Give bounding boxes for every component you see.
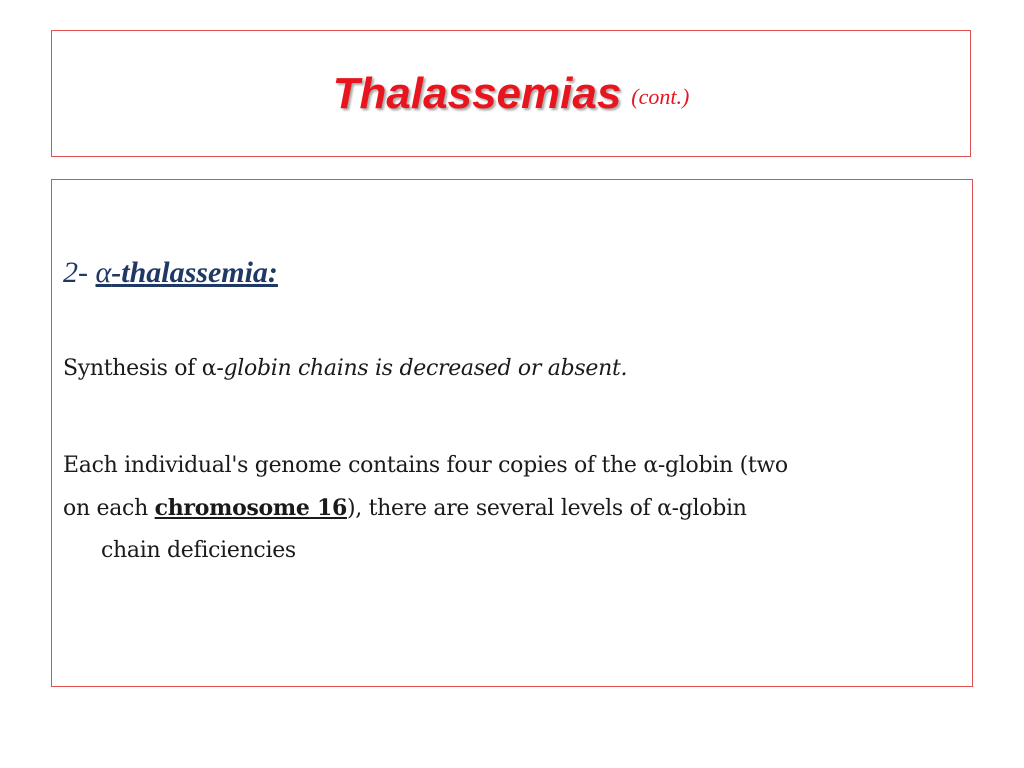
alpha-symbol: α — [201, 356, 217, 381]
section-heading-label — [96, 256, 278, 289]
p2-line3: chain deficiencies — [101, 538, 296, 563]
alpha-symbol: α — [643, 453, 658, 478]
paragraph-genome — [63, 445, 788, 572]
p2-line2-mid: ), there are several levels of — [346, 496, 658, 521]
p2-line1-suffix: -globin (two — [657, 453, 788, 478]
p2-line2-suffix: -globin — [671, 496, 747, 521]
section-heading — [63, 256, 278, 290]
chromosome-link[interactable]: chromosome 16 — [154, 495, 347, 521]
p2-line1 — [63, 445, 788, 487]
p2-line1-prefix: Each individual's genome contains four copies of the — [63, 453, 644, 478]
p1-italic: -globin chains is decreased or absent. — [216, 356, 628, 381]
slide-title-cont: (cont.) — [631, 83, 690, 109]
p1-prefix: Synthesis of — [63, 356, 202, 381]
title-box — [51, 30, 971, 157]
alpha-symbol: α — [95, 256, 112, 289]
slide-title: Thalassemias — [332, 68, 622, 118]
p2-line2 — [63, 487, 788, 530]
p2-line2-prefix: on each — [63, 496, 155, 521]
paragraph-synthesis — [63, 356, 627, 381]
content-box — [51, 179, 973, 687]
section-number: 2- — [63, 256, 96, 289]
alpha-symbol: α — [657, 496, 672, 521]
heading-text: -thalassemia: — [111, 256, 278, 289]
